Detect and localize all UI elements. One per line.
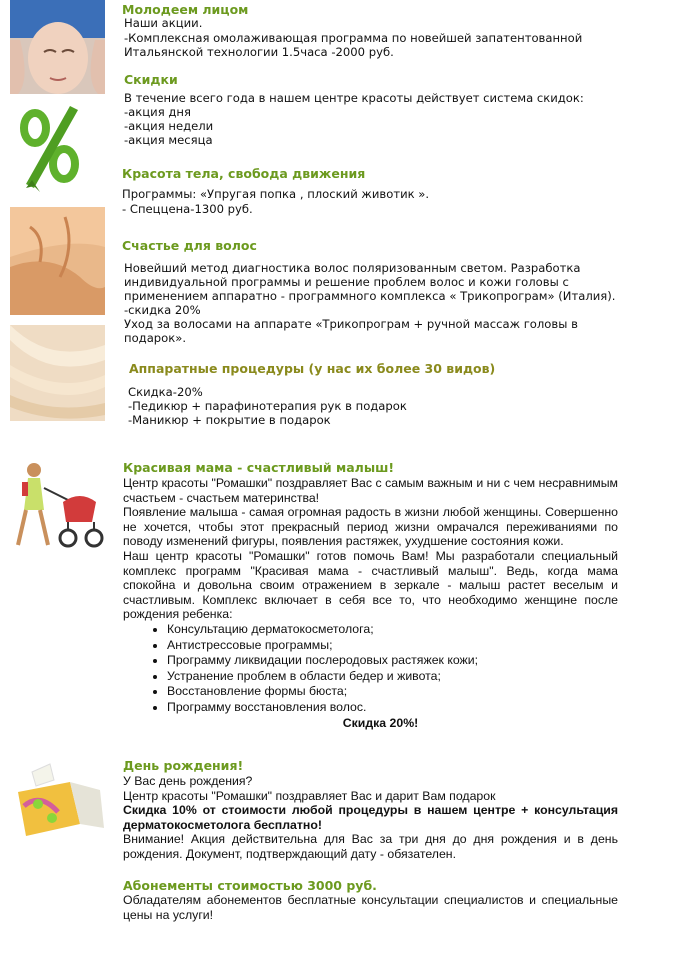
discounts-line-1: В течение всего года в нашем центре красоты действует система скидок: xyxy=(124,91,584,105)
mom-paragraph-3: Наш центр красоты "Ромашки" готов помочь Вам! Мы разработали специальный комплекс программ "Красивая мама - счастливый малыш". Ведь, когда мама спокойна и довольна своим отражением в зеркале - малыш растет веселым и счастливым. Комплекс включает в себя все то, что необходимо женщине после рождения ребенка: xyxy=(123,548,618,622)
hardware-title: Аппаратные процедуры (у нас их более 30 видов) xyxy=(129,361,496,376)
birthday-paragraph-3: Внимание! Акция действительна для Вас за три дня до дня рождения и в день рождения. Документ, подтверждающий дату - обязателен. xyxy=(123,832,618,861)
list-item: • Устранение проблем в области бедер и живота; xyxy=(167,669,618,685)
list-item: • Программу ликвидации послеродовых растяжек кожи; xyxy=(167,653,618,669)
face-photo xyxy=(10,0,105,94)
hair-line-5: Уход за волосами на аппарате «Трикопрограм + ручной массаж головы в xyxy=(124,317,578,331)
hardware-line-3: -Маникюр + покрытие в подарок xyxy=(128,413,331,427)
discounts-title: Скидки xyxy=(124,72,178,87)
discounts-line-3: -акция недели xyxy=(124,119,214,133)
mom-title: Красивая мама - счастливый малыш! xyxy=(123,460,395,475)
subscriptions-paragraph-1: Обладателям абонементов бесплатные консультации специалистов и специальные цены на услуги! xyxy=(123,893,618,922)
mom-list xyxy=(123,622,618,716)
massage-photo xyxy=(10,207,105,315)
body-line-2: - Спеццена-1300 руб. xyxy=(122,202,253,216)
birthday-paragraph-2: Центр красоты "Ромашки" поздравляет Вас и дарит Вам подарок xyxy=(123,788,496,803)
list-item: • Консультацию дерматокосметолога; xyxy=(167,622,618,638)
list-item: • Программу восстановления волос. xyxy=(167,700,618,716)
subscriptions-title: Абонементы стоимостью 3000 руб. xyxy=(123,878,377,893)
percent-icon xyxy=(12,100,87,195)
subscriptions-text xyxy=(123,893,618,922)
hair-line-1: Новейший метод диагностика волос поляризованным светом. Разработка xyxy=(124,261,581,275)
body-line-1: Программы: «Упругая попка , плоский животик ». xyxy=(122,187,430,201)
hair-photo xyxy=(10,325,105,421)
hair-title: Счастье для волос xyxy=(122,238,257,253)
face-line-2: -Комплексная омолаживающая программа по новейшей запатентованной xyxy=(124,31,583,45)
face-line-3: Итальянской технологии 1.5часа -2000 руб. xyxy=(124,45,394,59)
birthday-title: День рождения! xyxy=(123,758,244,773)
mom-paragraph-1: Центр красоты "Ромашки" поздравляет Вас с самым важным и ни с чем несравнимым счастьем - счастьем материнства! xyxy=(123,476,618,505)
birthday-offer: Скидка 10% от стоимости любой процедуры в нашем центре + консультация дерматокосметолога бесплатно! xyxy=(123,803,618,832)
face-title: Молодеем лицом xyxy=(122,2,249,17)
discounts-line-4: -акция месяца xyxy=(124,133,213,147)
body-title: Красота тела, свобода движения xyxy=(122,166,366,181)
mother-with-stroller-icon xyxy=(8,460,108,553)
discounts-line-2: -акция дня xyxy=(124,105,191,119)
list-item: • Антистрессовые программы; xyxy=(167,638,618,654)
mom-discount: Скидка 20%! xyxy=(342,715,419,730)
hair-line-6: подарок». xyxy=(124,331,187,345)
hair-line-2: индивидуальной программы и решение проблем волос и кожи головы с xyxy=(124,275,569,289)
hair-line-4: -скидка 20% xyxy=(124,303,201,317)
hardware-line-2: -Педикюр + парафинотерапия рук в подарок xyxy=(128,399,407,413)
face-line-1: Наши акции. xyxy=(124,16,203,30)
gift-box-icon xyxy=(10,762,108,844)
hair-line-3: применением аппаратно - программного комплекса « Трикопрограм» (Италия). xyxy=(124,289,616,303)
list-item: • Восстановление формы бюста; xyxy=(167,684,618,700)
birthday-text xyxy=(123,774,618,862)
mom-text xyxy=(123,476,618,730)
birthday-paragraph-1: У Вас день рождения? xyxy=(123,774,253,788)
mom-paragraph-2: Появление малыша - самая огромная радость в жизни любой женщины. Совершенно не хочется, чтобы этот прекрасный период жизни омрачался переживаниями по поводу изменений фигуры, появления растяжек, ухудшение состояния кожи. xyxy=(123,505,618,549)
hardware-line-1: Скидка-20% xyxy=(128,385,203,399)
